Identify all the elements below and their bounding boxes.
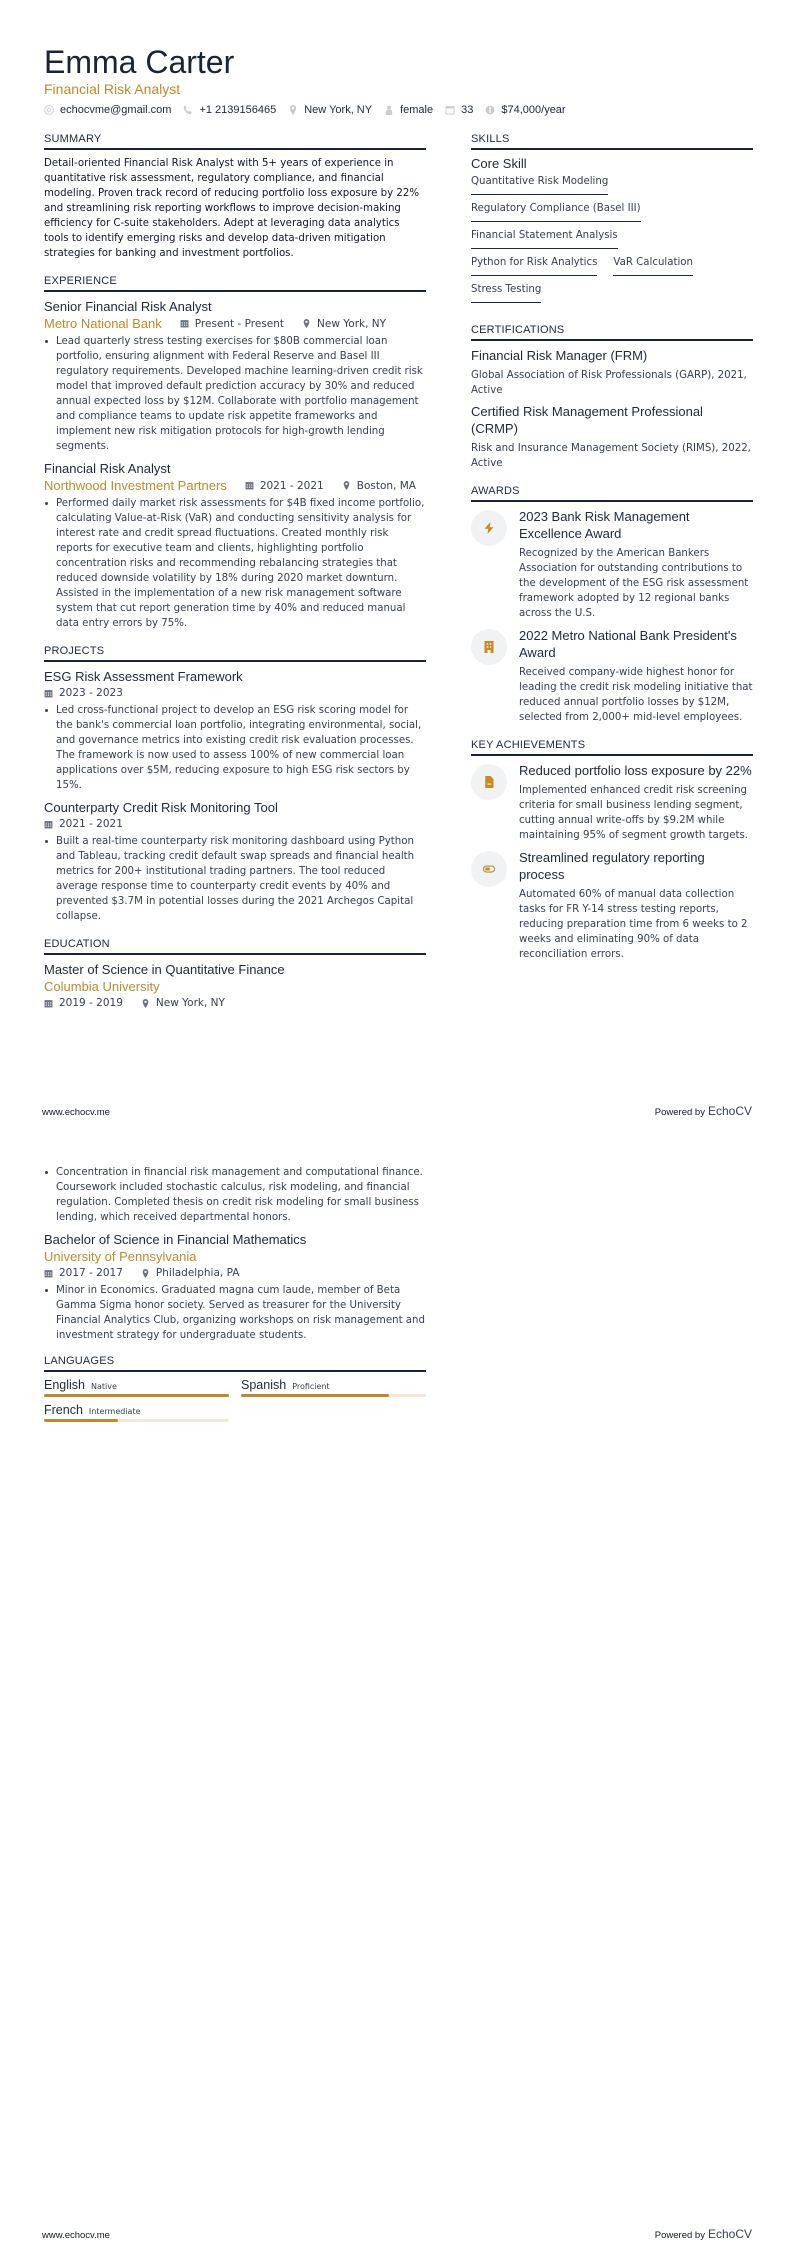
language-item <box>241 1378 426 1397</box>
section-title: PROJECTS <box>44 645 426 662</box>
job-title: Senior Financial Risk Analyst <box>44 299 212 314</box>
map-pin-icon <box>342 481 351 490</box>
section-title: EXPERIENCE <box>44 275 426 292</box>
project-meta <box>44 816 426 832</box>
file-icon <box>471 764 507 800</box>
project-dates: 2023 - 2023 <box>44 685 123 701</box>
education-entry-continued <box>44 1165 426 1225</box>
contact-phone[interactable] <box>183 104 276 116</box>
achievement-title: Reduced portfolio loss exposure by 22% <box>519 763 752 778</box>
bolt-icon <box>471 510 507 546</box>
language-proficiency-bar <box>44 1419 229 1422</box>
achievement-entry <box>471 849 753 962</box>
skill-tag: Quantitative Risk Modeling <box>471 175 608 195</box>
education-meta <box>44 995 426 1011</box>
skill-tag: Python for Risk Analytics <box>471 256 597 276</box>
experience-entry <box>44 298 426 454</box>
calendar-icon <box>180 319 189 328</box>
location-text: New York, NY <box>304 104 373 116</box>
projects-section <box>44 645 426 924</box>
calendar-icon <box>44 999 53 1008</box>
award-entry <box>471 508 753 621</box>
job-location: Boston, MA <box>342 478 416 494</box>
section-title: KEY ACHIEVEMENTS <box>471 739 753 756</box>
at-icon <box>44 105 54 115</box>
calendar-icon <box>445 105 455 115</box>
money-icon <box>485 105 495 115</box>
building-icon <box>471 629 507 665</box>
bullet-item: Lead quarterly stress testing exercises for $80B commercial loan portfolio, ensuring alignment with Federal Reserve and Basel III regulatory requirements. Developed machine learning-driven credit risk model that improved default prediction accuracy by 30% and reduced annual expected loss by $12M. Collaborate with portfolio management and compliance teams to update risk appetite frameworks and implement new risk mitigation protocols for high-growth lending segments. <box>44 334 426 454</box>
contact-age <box>445 104 473 116</box>
resume-header <box>44 44 578 116</box>
section-title: SKILLS <box>471 133 753 150</box>
project-entry <box>44 799 426 924</box>
achievement-entry <box>471 762 753 843</box>
certification-name: Financial Risk Manager (FRM) <box>471 348 648 363</box>
education-bullets <box>44 1283 426 1343</box>
language-level: Proficient <box>292 1382 330 1391</box>
footer-website-link[interactable]: www.echocv.me <box>42 1107 110 1118</box>
skills-section <box>471 133 753 310</box>
bullet-item: Performed daily market risk assessments for $4B fixed income portfolio, calculating Value-at-Risk (VaR) and conducting sensitivity analysis for interest rate and credit spread fluctuations. Created monthly risk reports for executive team and clients, highlighting portfolio concentration risks and recommending rebalancing strategies that reduced downside volatility by 18% during 2020 market downturn. Assisted in the implementation of a new risk management software system that cut report generation time by 40% and reduced manual data entry errors by 75%. <box>44 496 426 631</box>
awards-section <box>471 485 753 725</box>
project-name: Counterparty Credit Risk Monitoring Tool <box>44 800 278 815</box>
page-footer <box>42 1104 752 1118</box>
contact-location <box>288 104 372 116</box>
job-bullets <box>44 334 426 454</box>
contact-email[interactable] <box>44 104 171 116</box>
skill-tag: Stress Testing <box>471 283 541 303</box>
job-title: Financial Risk Analyst <box>44 461 171 476</box>
gender-text: female <box>400 104 434 116</box>
language-proficiency-bar <box>44 1394 229 1397</box>
education-location: Philadelphia, PA <box>141 1265 240 1281</box>
right-column <box>471 133 753 976</box>
candidate-name: Emma Carter <box>44 44 235 80</box>
bullet-item: Concentration in financial risk management and computational finance. Coursework included stochastic calculus, risk modeling, and financial regulation. Completed thesis on credit risk modeling for small business lending, which received departmental honors. <box>44 1165 426 1225</box>
footer-website-link[interactable]: www.echocv.me <box>42 2230 110 2241</box>
language-proficiency-bar <box>241 1394 426 1397</box>
toggle-icon <box>471 851 507 887</box>
language-item <box>44 1378 229 1397</box>
certification-detail: Global Association of Risk Professionals (GARP), 2021, Active <box>471 370 747 396</box>
education-dates: 2019 - 2019 <box>44 995 123 1011</box>
contact-row <box>44 104 578 116</box>
project-dates: 2021 - 2021 <box>44 816 123 832</box>
calendar-icon <box>44 820 53 829</box>
calendar-icon <box>44 1269 53 1278</box>
summary-text: Detail-oriented Financial Risk Analyst with 5+ years of experience in quantitative risk assessment, regulatory compliance, and financial modeling. Proven track record of reducing portfolio loss exposure by 22% and streamlining risk reporting workflows to improve decision-making efficiency for C-suite stakeholders. Adept at leveraging data analytics tools to identify emerging risks and develop data-driven mitigation strategies for banking and investment portfolios. <box>44 158 420 259</box>
section-title: SUMMARY <box>44 133 426 150</box>
section-title: EDUCATION <box>44 938 426 955</box>
left-column <box>44 133 426 1025</box>
map-pin-icon <box>141 999 150 1008</box>
phone-text: +1 2139156465 <box>199 104 277 116</box>
achievement-description: Automated 60% of manual data collection tasks for FR Y-14 stress testing reports, reducing preparation time from 6 weeks to 2 weeks and eliminating 90% of data reconciliation errors. <box>519 889 748 960</box>
experience-entry <box>44 460 426 631</box>
certifications-section <box>471 324 753 471</box>
skill-tag: Financial Statement Analysis <box>471 229 618 249</box>
education-dates: 2017 - 2017 <box>44 1265 123 1281</box>
degree-name: Master of Science in Quantitative Finance <box>44 962 285 977</box>
bullet-item: Led cross-functional project to develop an ESG risk scoring model for the bank's commercial loan portfolio, integrating environmental, social, and governance metrics into existing credit risk evaluation processes. The framework is now used to assess 100% of new commercial loan applications over $5M, reducing exposure to high ESG risk sectors by 15%. <box>44 703 426 793</box>
achievements-section <box>471 739 753 962</box>
achievement-title: Streamlined regulatory reporting process <box>519 850 705 882</box>
project-bullets <box>44 703 426 793</box>
school-name: Columbia University <box>44 979 160 994</box>
languages-list <box>44 1378 426 1428</box>
language-item <box>44 1403 229 1422</box>
calendar-icon <box>44 689 53 698</box>
summary-section <box>44 133 426 261</box>
education-section <box>44 938 426 1011</box>
page-footer <box>42 2227 752 2241</box>
bullet-item: Minor in Economics. Graduated magna cum laude, member of Beta Gamma Sigma honor society. Served as treasurer for the University Financial Analytics Club, organizing workshops on risk management and investment strategy for undergraduate students. <box>44 1283 426 1343</box>
project-name: ESG Risk Assessment Framework <box>44 669 243 684</box>
award-entry <box>471 627 753 725</box>
section-title: LANGUAGES <box>44 1355 426 1372</box>
skills-list <box>471 175 753 310</box>
experience-section <box>44 275 426 631</box>
job-location: New York, NY <box>302 316 386 332</box>
email-text: echocvme@gmail.com <box>60 104 172 116</box>
education-meta <box>44 1265 426 1281</box>
language-name: English <box>44 1378 85 1392</box>
person-icon <box>384 105 394 115</box>
language-level: Intermediate <box>88 1407 141 1416</box>
award-title: 2023 Bank Risk Management Excellence Award <box>519 509 690 541</box>
certification-name: Certified Risk Management Professional (CRMP) <box>471 404 703 436</box>
job-meta <box>44 477 426 494</box>
candidate-title: Financial Risk Analyst <box>44 81 181 97</box>
age-text: 33 <box>461 104 474 116</box>
skill-tag: Regulatory Compliance (Basel III) <box>471 202 641 222</box>
job-dates: 2021 - 2021 <box>245 478 324 494</box>
section-title: CERTIFICATIONS <box>471 324 753 341</box>
map-pin-icon <box>302 319 311 328</box>
education-bullets <box>44 1165 426 1225</box>
map-pin-icon <box>141 1269 150 1278</box>
degree-name: Bachelor of Science in Financial Mathematics <box>44 1232 307 1247</box>
skill-group-title: Core Skill <box>471 156 527 171</box>
contact-gender <box>384 104 433 116</box>
contact-salary <box>485 104 565 116</box>
education-entry <box>44 961 426 1011</box>
job-dates: Present - Present <box>180 316 284 332</box>
project-entry <box>44 668 426 793</box>
section-title: AWARDS <box>471 485 753 502</box>
map-pin-icon <box>288 105 298 115</box>
language-name: French <box>44 1403 83 1417</box>
phone-icon <box>183 105 193 115</box>
skill-tag: VaR Calculation <box>613 256 693 276</box>
company-name: Northwood Investment Partners <box>44 478 227 493</box>
award-description: Recognized by the American Bankers Association for outstanding contributions to the development of the ESG risk assessment framework adopted by 12 regional banks across the U.S. <box>519 548 749 619</box>
education-location: New York, NY <box>141 995 225 1011</box>
bullet-item: Built a real-time counterparty risk monitoring dashboard using Python and Tableau, tracking credit default swap spreads and financial health metrics for 200+ institutional trading partners. The tool reduced average response time to counterparty credit events by 40% and prevented $3.7M in potential losses during the 2021 Archegos Capital collapse. <box>44 834 426 924</box>
project-bullets <box>44 834 426 924</box>
language-name: Spanish <box>241 1378 287 1392</box>
achievement-description: Implemented enhanced credit risk screening criteria for small business lending segment, cutting annual write-offs by $9.2M while maintaining 95% of segment growth targets. <box>519 785 749 841</box>
company-name: Metro National Bank <box>44 316 162 331</box>
footer-powered-by[interactable]: Powered by EchoCV <box>654 1104 752 1118</box>
job-meta <box>44 315 426 332</box>
left-column-continued <box>44 1163 426 1442</box>
education-entry <box>44 1231 426 1343</box>
school-name: University of Pennsylvania <box>44 1249 197 1264</box>
certification-detail: Risk and Insurance Management Society (RIMS), 2022, Active <box>471 443 751 469</box>
award-description: Received company-wide highest honor for leading the credit risk modeling initiative that reduced annual portfolio losses by $12M, selected from 2,000+ mid-level employees. <box>519 667 753 723</box>
languages-section <box>44 1355 426 1428</box>
calendar-icon <box>245 481 254 490</box>
project-meta <box>44 685 426 701</box>
footer-powered-by[interactable]: Powered by EchoCV <box>654 2227 752 2241</box>
resume-page-2 <box>0 1123 794 2246</box>
salary-text: $74,000/year <box>501 104 566 116</box>
award-title: 2022 Metro National Bank President's Award <box>519 628 737 660</box>
job-bullets <box>44 496 426 631</box>
language-level: Native <box>91 1382 117 1391</box>
